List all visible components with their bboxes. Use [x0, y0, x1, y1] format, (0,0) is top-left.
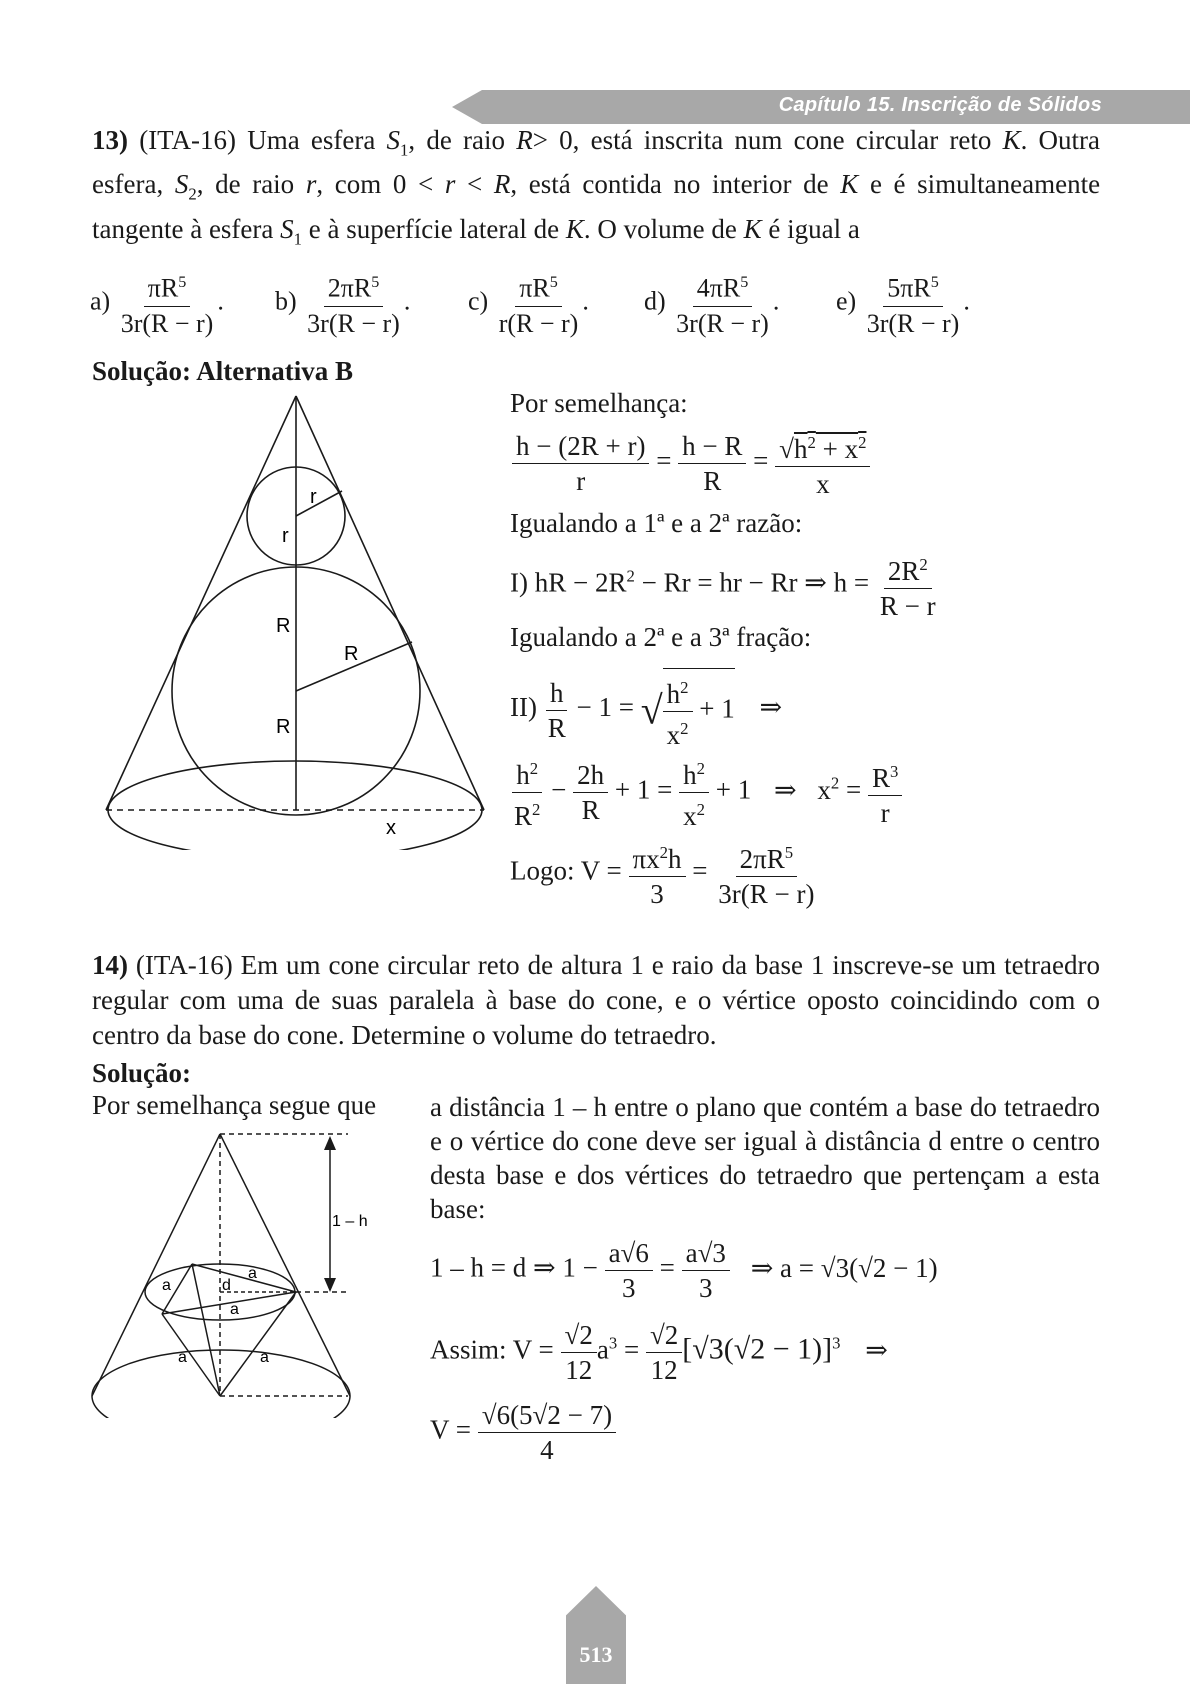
q14-cone-figure — [88, 1128, 388, 1418]
l6-x: x — [817, 774, 831, 805]
l6-b-num: 2h — [573, 758, 608, 793]
ii-num: h — [546, 676, 568, 711]
v1-num: πx — [632, 844, 660, 874]
eq3-left: V = — [430, 1414, 471, 1445]
alt-exp: 5 — [371, 274, 380, 291]
eq-sign: = — [656, 445, 672, 476]
q13-text-12: é igual a — [768, 213, 860, 244]
alt-den: 3r(R − r) — [676, 308, 769, 338]
v2-fraction — [714, 836, 818, 911]
eq2-a-exp: 3 — [608, 1333, 618, 1353]
l6-a-den: R — [514, 801, 533, 831]
q13-alt-b — [275, 266, 410, 341]
q13-K-3: K — [565, 213, 584, 244]
l6-frac-r — [868, 755, 902, 830]
alt-exp: 5 — [740, 274, 749, 291]
alt-fraction — [672, 266, 773, 341]
cone-right-edge — [296, 396, 484, 810]
cone-base-ellipse — [92, 1350, 350, 1418]
l6-c-num: h — [683, 760, 697, 790]
q13-sol-line3 — [510, 548, 940, 623]
alt-exp: 5 — [178, 274, 187, 291]
v1-exp: 2 — [659, 843, 669, 862]
l6-x-exp: 2 — [830, 773, 840, 793]
ii-mid: − 1 = — [576, 692, 634, 723]
arrow-head-top — [324, 1136, 336, 1150]
q13-r-1: r — [305, 169, 317, 200]
eq2-frac-2 — [646, 1318, 682, 1387]
l6-a-exp: 2 — [529, 759, 539, 778]
q13-K-1: K — [1002, 125, 1021, 155]
frac-3-exp1: 2 — [807, 433, 816, 452]
page-number-tab — [566, 1586, 626, 1684]
v2-exp: 5 — [784, 843, 794, 862]
eq2-left: Assim: V = — [430, 1334, 554, 1365]
q13-text-4: . Outra esfera, — [92, 125, 1101, 200]
label-r-left: r — [282, 525, 289, 547]
alt-end: . — [403, 286, 411, 316]
eq2-f2-den: 12 — [650, 1355, 678, 1385]
small-radius — [296, 491, 342, 516]
l6-frac-c — [679, 752, 709, 833]
eq3-num: √6(5√2 − 7) — [478, 1398, 616, 1433]
alt-end: . — [217, 286, 224, 316]
eq2-f1-den: 12 — [565, 1355, 593, 1385]
ii-den: R — [547, 712, 566, 743]
h-num: 2R — [887, 556, 920, 586]
q14-number: 14) — [92, 950, 128, 980]
v-eq: = — [692, 855, 708, 886]
alt-den: 3r(R − r) — [120, 308, 214, 338]
q14-text: Em um cone circular reto de altura 1 e raio da base 1 inscreve-se um tetraedro regular com uma de suas paralela à base do cone, e o vértice oposto coincidindo com o centro da base do cone. Determine o volume do tetraedro. — [92, 950, 1101, 1050]
q14-sol-lead: Por semelhança segue que — [92, 1090, 377, 1120]
alt-num: πR — [147, 273, 179, 303]
alt-fraction — [117, 266, 218, 341]
q14-eq3 — [430, 1398, 616, 1467]
q13-text-10: e à superfície lateral de — [308, 213, 560, 244]
frac-3-den: x — [816, 469, 830, 499]
frac-1-den: r — [576, 466, 586, 496]
tetra-edge-1 — [192, 1264, 296, 1292]
q13-s2-sub: 2 — [188, 184, 197, 204]
q13-sol-line7 — [510, 836, 818, 911]
eq1-f1-den: 3 — [621, 1273, 636, 1303]
q13-sol-similarity — [512, 426, 870, 501]
line3-exp: 2 — [626, 566, 635, 586]
h-fraction — [876, 548, 940, 623]
cone-base-ellipse — [108, 761, 482, 850]
q13-solution-heading: Solução: Alternativa B — [92, 356, 353, 386]
alt-fraction — [863, 266, 964, 341]
eq1-f1-num: a√6 — [605, 1236, 653, 1271]
q13-text-6: , com 0 < — [316, 169, 434, 200]
eq1-eq: = — [659, 1252, 675, 1283]
eq1-result: ⇒ a = √3(√2 − 1) — [750, 1252, 938, 1283]
alt-exp: 5 — [930, 274, 939, 291]
q13-K-2: K — [840, 169, 859, 200]
q13-text-11: . O volume de — [583, 213, 737, 244]
l6-frac-b — [573, 758, 608, 827]
alt-fraction — [303, 266, 404, 341]
alt-label: e) — [836, 286, 857, 316]
q13-sol-line1: Por semelhança: — [510, 388, 688, 418]
frac-1 — [512, 429, 649, 498]
h-num-exp: 2 — [919, 555, 928, 574]
alt-den: 3r(R − r) — [866, 308, 960, 338]
q13-text-5: , de raio — [196, 169, 295, 200]
l6-minus: − — [551, 774, 567, 805]
alt-label: c) — [468, 286, 489, 316]
v2-den: 3r(R − r) — [718, 879, 815, 909]
alt-den: r(R − r) — [498, 308, 579, 338]
alt-num: 2πR — [327, 273, 372, 303]
alt-end: . — [963, 286, 970, 316]
q13-alt-e — [836, 266, 970, 341]
label-x: x — [386, 817, 396, 839]
q13-s1: S — [386, 125, 401, 155]
frac-3-mid: + x — [815, 434, 859, 464]
q13-sol-line5: II) $\frac{h}{R}$ − 1 = √ $\frac{h^2}{x^2}$ + 1 ⇒ — [510, 668, 782, 752]
q13-s1-sub: 1 — [400, 140, 409, 160]
label-a4: a — [178, 1349, 187, 1366]
label-R-upper: R — [276, 615, 291, 637]
label-a2: a — [248, 1265, 257, 1282]
eq2-a: a — [596, 1334, 609, 1365]
l6-c-exp: 2 — [696, 759, 705, 778]
alt-den: 3r(R − r) — [307, 308, 400, 338]
q14-solution-heading: Solução: — [92, 1058, 192, 1088]
eq2-f2-num: √2 — [646, 1318, 682, 1353]
eq3-den: 4 — [540, 1435, 554, 1465]
q13-text-9: e é simultaneamente tangente à esfera — [92, 169, 1101, 244]
l6-plus1: + 1 = — [614, 774, 673, 805]
alt-num: πR — [519, 273, 550, 303]
h-den: R − r — [879, 591, 936, 621]
q13-R-1: R — [516, 125, 533, 155]
implies: ⇒ — [759, 692, 783, 723]
q14-sol-paragraph — [430, 1090, 1100, 1226]
eq1-frac-1 — [605, 1236, 653, 1305]
eq2-bracket: [√3(√2 − 1)] — [682, 1332, 833, 1366]
q13-source: (ITA-16) — [139, 125, 236, 155]
v1-fraction — [629, 836, 686, 911]
q14-statement — [92, 948, 1100, 1053]
l6-tail: + 1 — [715, 774, 752, 805]
l6-a-den-exp: 2 — [532, 800, 541, 819]
label-a1: a — [162, 1277, 171, 1294]
ii-root-den: x — [666, 720, 681, 750]
q13-number: 13) — [92, 125, 128, 155]
frac-1-num: h − (2R + r) — [512, 429, 649, 464]
ii-root-tail: + 1 — [699, 693, 735, 724]
q14-eq1 — [430, 1236, 938, 1305]
eq2-f1-num: √2 — [561, 1318, 597, 1353]
q13-statement — [92, 123, 1100, 256]
alt-label: b) — [275, 286, 297, 316]
q14-eq2 — [430, 1318, 888, 1387]
q13-K-4: K — [743, 213, 762, 244]
frac-3-num-h: h — [793, 434, 808, 464]
page-number: 513 — [579, 1642, 613, 1667]
l6-eq: = — [845, 774, 862, 805]
v1-den: 3 — [650, 879, 664, 909]
cone-left-edge — [106, 396, 296, 810]
ii-root-num-exp: 2 — [680, 678, 689, 697]
l6-r-den: r — [880, 798, 890, 828]
alt-label: a) — [90, 286, 111, 316]
l6-r-num: R — [871, 763, 890, 793]
alt-end: . — [772, 286, 780, 316]
q13-cone-figure — [90, 390, 510, 850]
eq-sign: = — [753, 445, 769, 476]
eq1-left: 1 – h = d ⇒ 1 − — [430, 1252, 598, 1283]
label-d: d — [222, 1277, 231, 1294]
q14-source: (ITA-16) — [135, 950, 233, 980]
v2-num: 2πR — [739, 844, 785, 874]
frac-2 — [678, 429, 746, 498]
alt-label: d) — [644, 286, 666, 316]
logo-text: Logo: V = — [510, 855, 622, 886]
q13-text-2: , de raio — [408, 125, 506, 155]
q13-s2: S — [174, 169, 189, 200]
alt-num: 5πR — [887, 273, 931, 303]
line3-left: I) hR − 2R — [510, 567, 627, 598]
q13-text-1: Uma esfera — [247, 125, 376, 155]
q14-sol-para-text: a distância 1 – h entre o plano que contém a base do tetraedro e o vértice do cone deve ser igual à distância d entre o centro desta base e dos vértices do tetraedro que pertençam a esta base: — [430, 1092, 1100, 1224]
q13-text-7: < — [466, 169, 483, 200]
q13-alt-a — [90, 266, 224, 341]
eq1-f2-num: a√3 — [682, 1236, 730, 1271]
v1-num-tail: h — [668, 844, 682, 874]
frac-3: $\frac{√h^2 + x^2}{x}$ — [775, 426, 870, 501]
arrow-head-bottom — [324, 1278, 336, 1292]
frac-3-exp2: 2 — [858, 433, 867, 452]
eq2-eq: = — [623, 1334, 640, 1365]
eq3-frac — [478, 1398, 616, 1467]
alt-exp: 5 — [549, 274, 558, 291]
alt-end: . — [582, 286, 589, 316]
label-a5: a — [260, 1349, 269, 1366]
l6-b-den: R — [581, 795, 600, 825]
ii-root-num: h — [666, 679, 681, 709]
eq1-frac-2 — [682, 1236, 730, 1305]
q13-text-8: , está contida no interior de — [510, 169, 829, 200]
label-one-minus-h: 1 – h — [332, 1213, 368, 1230]
l6-frac-a — [510, 752, 544, 833]
label-R-radius: R — [344, 643, 359, 665]
q13-alt-c — [468, 266, 589, 341]
q13-text-3: > 0, está inscrita num cone circular reto — [532, 125, 992, 155]
line3-right: − Rr = hr − Rr ⇒ h = — [634, 567, 870, 598]
ii-root-den-exp: 2 — [680, 719, 689, 738]
alt-num: 4πR — [696, 273, 741, 303]
q13-r-2: r — [444, 169, 456, 200]
q13-sol-line6 — [510, 752, 902, 833]
l6-a-num: h — [516, 760, 530, 790]
eq2-bracket-exp: 3 — [832, 1333, 841, 1353]
q13-sol-line4: Igualando a 2ª e a 3ª fração: — [510, 622, 812, 652]
ii-label: II) — [510, 692, 537, 723]
frac-2-den: R — [703, 466, 722, 496]
l6-c-den-exp: 2 — [696, 800, 705, 819]
q13-alt-d — [644, 266, 779, 341]
q13-s1-b: S — [280, 213, 294, 244]
ii-root-fraction — [663, 671, 693, 752]
l6-implies: ⇒ — [773, 774, 797, 805]
alt-fraction — [495, 266, 583, 341]
ii-fraction — [544, 676, 570, 745]
label-a3: a — [230, 1301, 239, 1318]
q13-R-2: R — [493, 169, 511, 200]
eq2-frac-1 — [561, 1318, 597, 1387]
eq2-implies: ⇒ — [865, 1334, 888, 1365]
l6-r-exp: 3 — [889, 762, 899, 781]
q13-sol-line2: Igualando a 1ª e a 2ª razão: — [510, 508, 803, 538]
q13-s1-sub-b: 1 — [293, 229, 303, 249]
l6-c-den: x — [683, 801, 697, 831]
eq1-f2-den: 3 — [699, 1273, 713, 1303]
frac-2-num: h − R — [678, 429, 746, 464]
chapter-title: Capítulo 15. Inscrição de Sólidos — [778, 94, 1102, 116]
label-R-lower: R — [276, 716, 291, 738]
label-r-top: r — [310, 486, 317, 508]
